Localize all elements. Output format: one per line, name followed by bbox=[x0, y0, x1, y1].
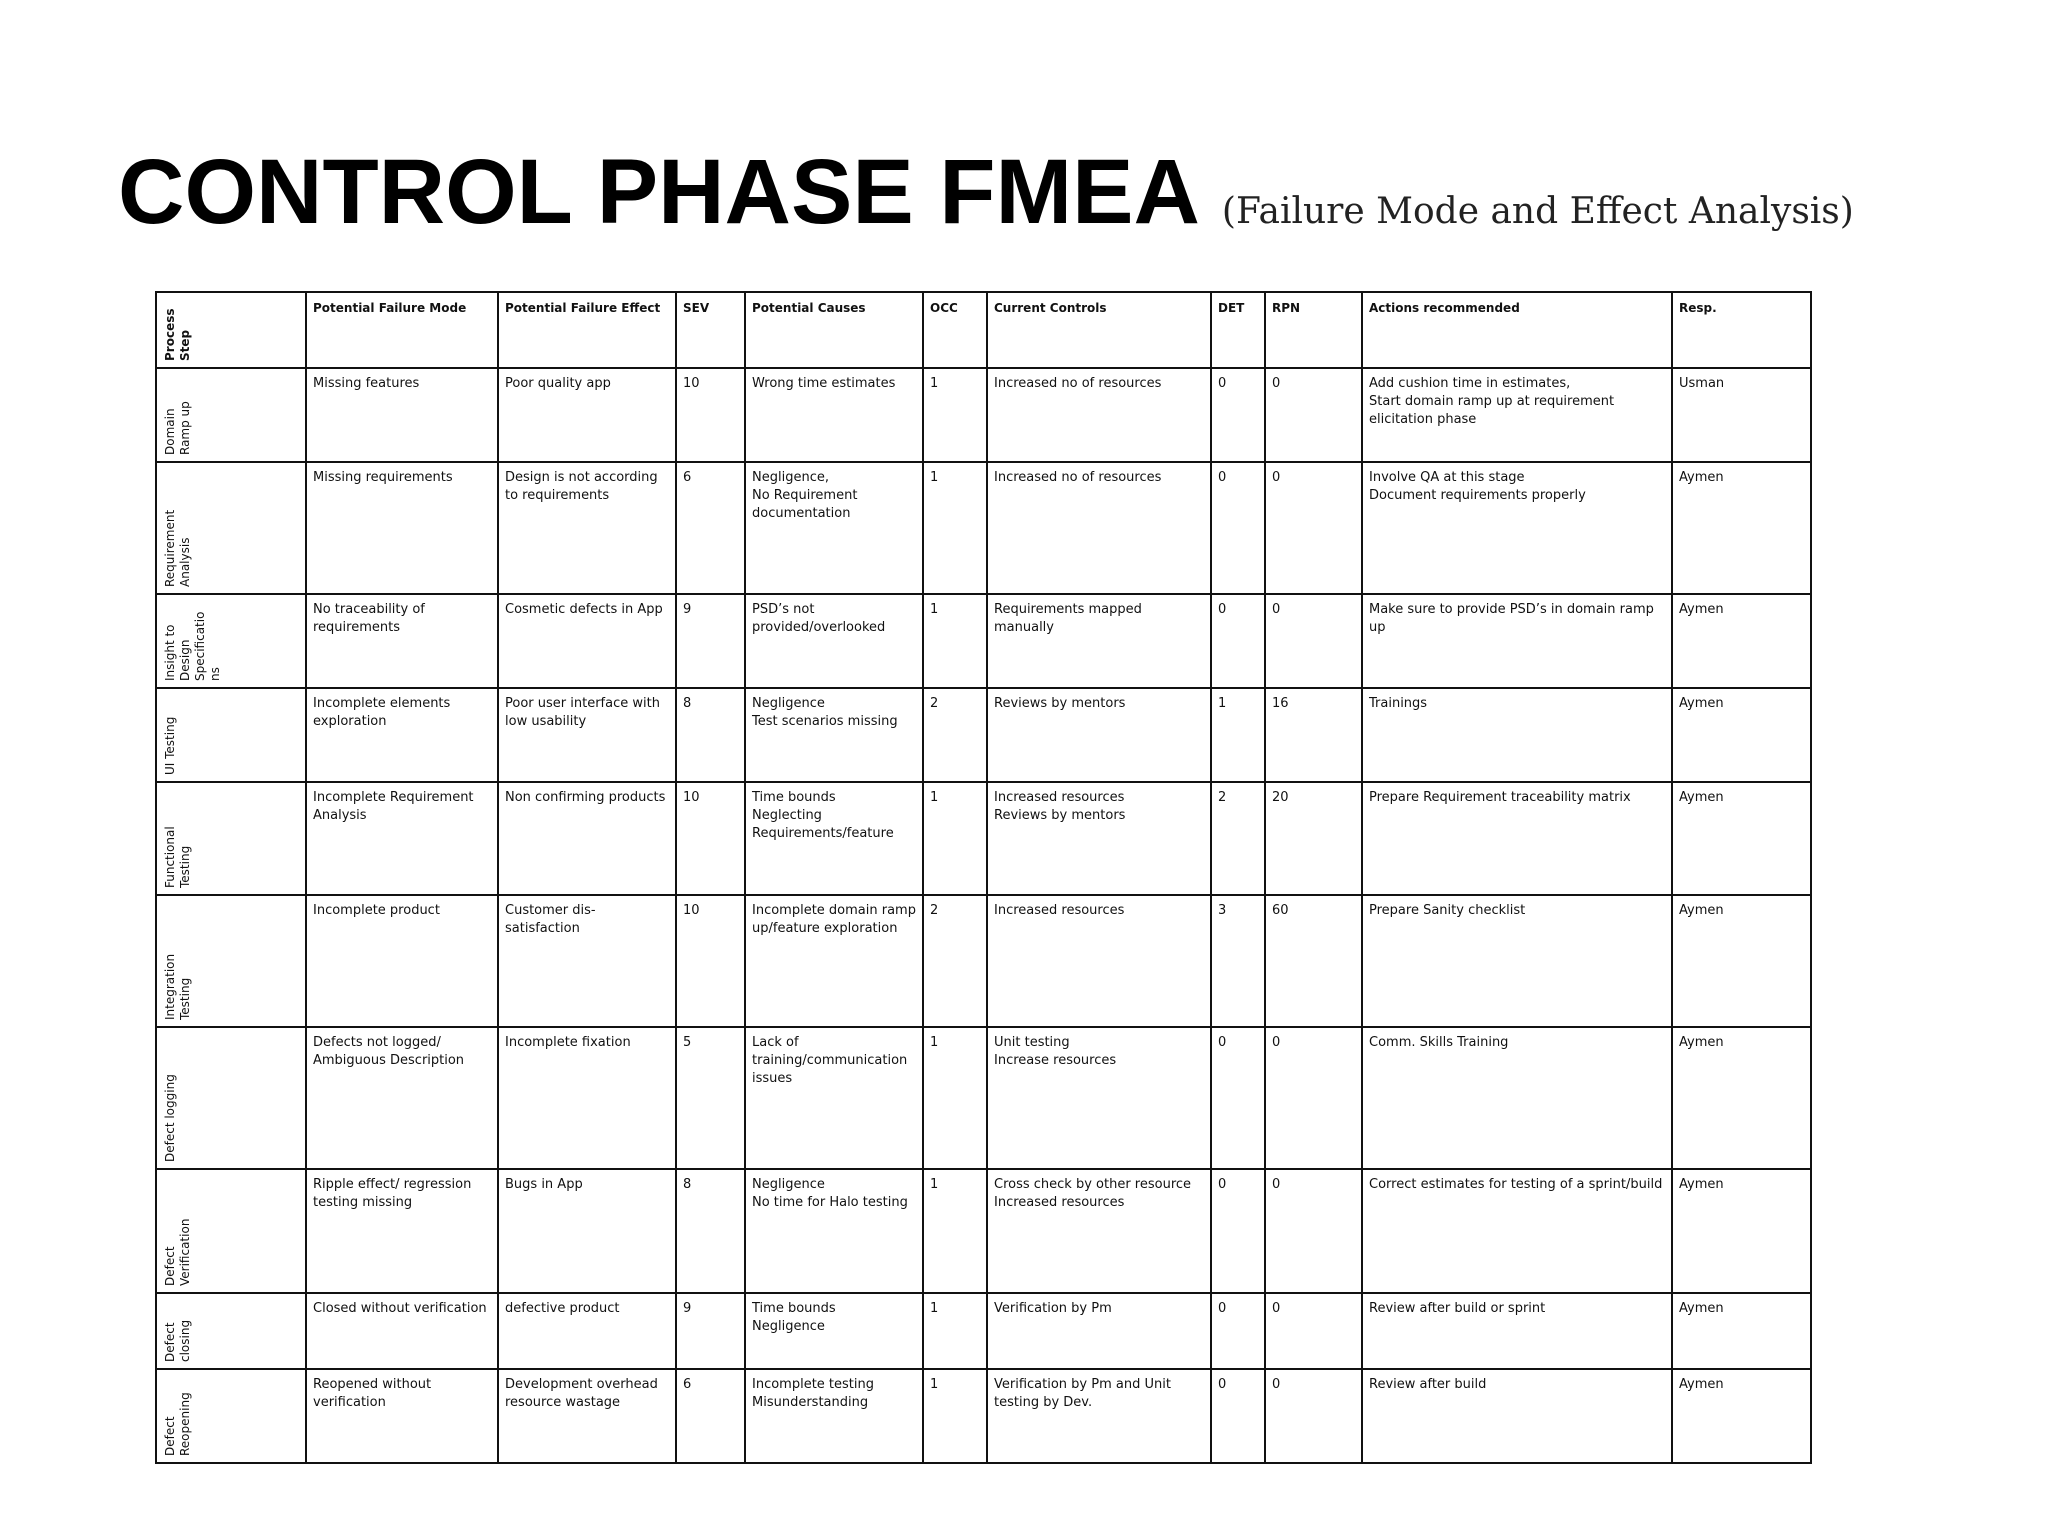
cell-occ: 2 bbox=[923, 895, 987, 1027]
table-row bbox=[156, 1027, 1811, 1169]
cell-causes: Negligence, No Requirement documentation bbox=[745, 462, 923, 594]
cell-occ: 1 bbox=[923, 782, 987, 895]
cell-effect: Cosmetic defects in App bbox=[498, 594, 676, 688]
table-row bbox=[156, 1169, 1811, 1293]
cell-causes: Negligence Test scenarios missing bbox=[745, 688, 923, 782]
process-step-line: Defect bbox=[163, 1322, 177, 1362]
cell-causes: PSD’s not provided/overlooked bbox=[745, 594, 923, 688]
cell-actions: Review after build or sprint bbox=[1362, 1293, 1672, 1369]
process-step-line: Integration bbox=[163, 953, 177, 1020]
cell-effect: Poor user interface with low usability bbox=[498, 688, 676, 782]
table-row bbox=[156, 462, 1811, 594]
cell-controls: Cross check by other resource Increased resources bbox=[987, 1169, 1211, 1293]
cell-det: 0 bbox=[1211, 1293, 1265, 1369]
cell-resp: Aymen bbox=[1672, 462, 1811, 594]
cell-mode: Reopened without verification bbox=[306, 1369, 498, 1463]
cell-controls: Increased resources Reviews by mentors bbox=[987, 782, 1211, 895]
cell-mode: No traceability of requirements bbox=[306, 594, 498, 688]
cell-sev: 5 bbox=[676, 1027, 745, 1169]
process-step-line: Verification bbox=[178, 1218, 192, 1286]
cell-causes: Lack of training/communication issues bbox=[745, 1027, 923, 1169]
header-det: DET bbox=[1211, 292, 1265, 368]
cell-effect: Poor quality app bbox=[498, 368, 676, 462]
cell-effect: Incomplete fixation bbox=[498, 1027, 676, 1169]
cell-det: 1 bbox=[1211, 688, 1265, 782]
process-step-line: Defect logging bbox=[163, 1074, 177, 1162]
cell-det: 0 bbox=[1211, 594, 1265, 688]
table-row bbox=[156, 1293, 1811, 1369]
cell-sev: 8 bbox=[676, 688, 745, 782]
cell-rpn: 16 bbox=[1265, 688, 1362, 782]
cell-process-step bbox=[156, 368, 306, 462]
cell-effect: Customer dis-satisfaction bbox=[498, 895, 676, 1027]
cell-det: 2 bbox=[1211, 782, 1265, 895]
header-occ: OCC bbox=[923, 292, 987, 368]
cell-resp: Usman bbox=[1672, 368, 1811, 462]
cell-sev: 9 bbox=[676, 1293, 745, 1369]
cell-det: 0 bbox=[1211, 1369, 1265, 1463]
cell-process-step bbox=[156, 688, 306, 782]
header-failure-effect: Potential Failure Effect bbox=[498, 292, 676, 368]
header-causes: Potential Causes bbox=[745, 292, 923, 368]
cell-det: 0 bbox=[1211, 462, 1265, 594]
process-step-line: Domain bbox=[163, 408, 177, 455]
cell-rpn: 0 bbox=[1265, 1027, 1362, 1169]
cell-causes: Wrong time estimates bbox=[745, 368, 923, 462]
cell-resp: Aymen bbox=[1672, 1293, 1811, 1369]
cell-effect: Non confirming products bbox=[498, 782, 676, 895]
table-row bbox=[156, 368, 1811, 462]
cell-mode: Closed without verification bbox=[306, 1293, 498, 1369]
cell-mode: Missing features bbox=[306, 368, 498, 462]
cell-occ: 1 bbox=[923, 594, 987, 688]
cell-mode: Incomplete product bbox=[306, 895, 498, 1027]
cell-occ: 1 bbox=[923, 1293, 987, 1369]
cell-controls: Unit testing Increase resources bbox=[987, 1027, 1211, 1169]
process-step-line: Testing bbox=[178, 977, 192, 1020]
header-resp: Resp. bbox=[1672, 292, 1811, 368]
cell-occ: 1 bbox=[923, 1369, 987, 1463]
cell-rpn: 0 bbox=[1265, 1293, 1362, 1369]
cell-effect: defective product bbox=[498, 1293, 676, 1369]
cell-controls: Increased no of resources bbox=[987, 368, 1211, 462]
page-subtitle: (Failure Mode and Effect Analysis) bbox=[1221, 191, 1854, 232]
cell-actions: Trainings bbox=[1362, 688, 1672, 782]
cell-sev: 8 bbox=[676, 1169, 745, 1293]
header-sev: SEV bbox=[676, 292, 745, 368]
cell-rpn: 0 bbox=[1265, 462, 1362, 594]
fmea-table bbox=[155, 291, 1812, 1464]
cell-causes: Time bounds Negligence bbox=[745, 1293, 923, 1369]
cell-occ: 2 bbox=[923, 688, 987, 782]
cell-resp: Aymen bbox=[1672, 1169, 1811, 1293]
process-step-line: Reopening bbox=[178, 1392, 192, 1456]
cell-process-step bbox=[156, 1369, 306, 1463]
process-step-line: Requirement bbox=[163, 509, 177, 587]
cell-resp: Aymen bbox=[1672, 688, 1811, 782]
cell-rpn: 0 bbox=[1265, 368, 1362, 462]
cell-process-step bbox=[156, 462, 306, 594]
cell-resp: Aymen bbox=[1672, 594, 1811, 688]
cell-actions: Involve QA at this stage Document requirements properly bbox=[1362, 462, 1672, 594]
cell-process-step bbox=[156, 782, 306, 895]
cell-actions: Comm. Skills Training bbox=[1362, 1027, 1672, 1169]
cell-process-step bbox=[156, 895, 306, 1027]
cell-causes: Negligence No time for Halo testing bbox=[745, 1169, 923, 1293]
cell-mode: Ripple effect/ regression testing missing bbox=[306, 1169, 498, 1293]
process-step-line: Defect bbox=[163, 1246, 177, 1286]
table-row bbox=[156, 895, 1811, 1027]
cell-rpn: 20 bbox=[1265, 782, 1362, 895]
process-step-line: Defect bbox=[163, 1416, 177, 1456]
cell-det: 0 bbox=[1211, 1169, 1265, 1293]
cell-rpn: 60 bbox=[1265, 895, 1362, 1027]
process-step-line: UI Testing bbox=[163, 716, 177, 775]
cell-causes: Incomplete testing Misunderstanding bbox=[745, 1369, 923, 1463]
cell-effect: Development overhead resource wastage bbox=[498, 1369, 676, 1463]
cell-controls: Requirements mapped manually bbox=[987, 594, 1211, 688]
cell-occ: 1 bbox=[923, 368, 987, 462]
cell-effect: Bugs in App bbox=[498, 1169, 676, 1293]
cell-controls: Reviews by mentors bbox=[987, 688, 1211, 782]
cell-mode: Incomplete elements exploration bbox=[306, 688, 498, 782]
cell-actions: Prepare Requirement traceability matrix bbox=[1362, 782, 1672, 895]
cell-actions: Prepare Sanity checklist bbox=[1362, 895, 1672, 1027]
process-step-line: ns bbox=[208, 667, 222, 681]
cell-controls: Increased no of resources bbox=[987, 462, 1211, 594]
cell-actions: Add cushion time in estimates, Start domain ramp up at requirement elicitation phase bbox=[1362, 368, 1672, 462]
cell-resp: Aymen bbox=[1672, 895, 1811, 1027]
cell-process-step bbox=[156, 1027, 306, 1169]
header-failure-mode: Potential Failure Mode bbox=[306, 292, 498, 368]
cell-occ: 1 bbox=[923, 1169, 987, 1293]
cell-mode: Missing requirements bbox=[306, 462, 498, 594]
cell-sev: 10 bbox=[676, 895, 745, 1027]
cell-resp: Aymen bbox=[1672, 782, 1811, 895]
cell-rpn: 0 bbox=[1265, 594, 1362, 688]
cell-rpn: 0 bbox=[1265, 1169, 1362, 1293]
cell-mode: Defects not logged/ Ambiguous Description bbox=[306, 1027, 498, 1169]
process-step-line: Insight to bbox=[163, 624, 177, 681]
cell-sev: 6 bbox=[676, 462, 745, 594]
table-row bbox=[156, 688, 1811, 782]
process-step-line: Design bbox=[178, 639, 192, 681]
cell-controls: Verification by Pm bbox=[987, 1293, 1211, 1369]
cell-process-step bbox=[156, 1169, 306, 1293]
cell-sev: 9 bbox=[676, 594, 745, 688]
header-process-step: Process Step bbox=[156, 292, 306, 368]
process-step-line: Testing bbox=[178, 845, 192, 888]
page-title-row bbox=[118, 140, 1854, 245]
cell-actions: Review after build bbox=[1362, 1369, 1672, 1463]
process-step-line: Analysis bbox=[178, 537, 192, 587]
cell-mode: Incomplete Requirement Analysis bbox=[306, 782, 498, 895]
cell-actions: Make sure to provide PSD’s in domain ramp up bbox=[1362, 594, 1672, 688]
cell-causes: Incomplete domain ramp up/feature exploration bbox=[745, 895, 923, 1027]
cell-actions: Correct estimates for testing of a sprint/build bbox=[1362, 1169, 1672, 1293]
cell-det: 0 bbox=[1211, 1027, 1265, 1169]
cell-resp: Aymen bbox=[1672, 1369, 1811, 1463]
cell-process-step bbox=[156, 1293, 306, 1369]
cell-resp: Aymen bbox=[1672, 1027, 1811, 1169]
page-title: CONTROL PHASE FMEA bbox=[118, 141, 1200, 243]
cell-occ: 1 bbox=[923, 462, 987, 594]
cell-controls: Verification by Pm and Unit testing by Dev. bbox=[987, 1369, 1211, 1463]
table-row bbox=[156, 594, 1811, 688]
cell-occ: 1 bbox=[923, 1027, 987, 1169]
table-header-row bbox=[156, 292, 1811, 368]
cell-causes: Time bounds Neglecting Requirements/feature bbox=[745, 782, 923, 895]
process-step-line: Ramp up bbox=[178, 401, 192, 455]
process-step-line: Specificatio bbox=[193, 611, 207, 681]
cell-sev: 10 bbox=[676, 782, 745, 895]
cell-controls: Increased resources bbox=[987, 895, 1211, 1027]
table-row bbox=[156, 782, 1811, 895]
cell-det: 0 bbox=[1211, 368, 1265, 462]
cell-effect: Design is not according to requirements bbox=[498, 462, 676, 594]
cell-sev: 6 bbox=[676, 1369, 745, 1463]
cell-rpn: 0 bbox=[1265, 1369, 1362, 1463]
cell-process-step bbox=[156, 594, 306, 688]
process-step-line: closing bbox=[178, 1319, 192, 1362]
header-actions: Actions recommended bbox=[1362, 292, 1672, 368]
table-row bbox=[156, 1369, 1811, 1463]
process-step-line: Functional bbox=[163, 826, 177, 888]
header-controls: Current Controls bbox=[987, 292, 1211, 368]
header-rpn: RPN bbox=[1265, 292, 1362, 368]
cell-sev: 10 bbox=[676, 368, 745, 462]
cell-det: 3 bbox=[1211, 895, 1265, 1027]
